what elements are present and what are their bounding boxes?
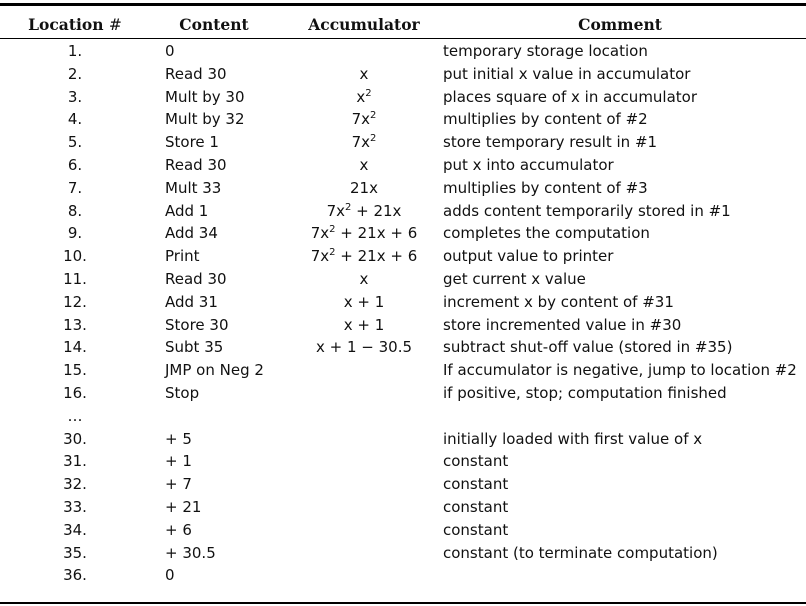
accumulator-base: 21x: [350, 178, 378, 197]
table-row: [0, 473, 806, 496]
location-cell: 35.: [63, 543, 87, 562]
content-cell: + 6: [165, 520, 192, 539]
accumulator-cell: [294, 154, 434, 177]
accumulator-base: x: [356, 87, 366, 106]
table-row: [0, 405, 806, 428]
accumulator-cell: [294, 108, 434, 131]
location-cell: 8.: [67, 201, 83, 220]
location-cell: 34.: [63, 520, 87, 539]
header-rule: [0, 38, 806, 39]
table-row: [0, 382, 806, 405]
accumulator-base: x: [359, 270, 369, 288]
table-row: [0, 542, 806, 565]
comment-cell: put initial x value in accumulator: [443, 64, 691, 83]
comment-cell: get current x value: [443, 270, 586, 288]
content-cell: Stop: [165, 384, 200, 402]
accumulator-cell: [294, 86, 434, 109]
location-cell: 15.: [63, 361, 87, 380]
table-row: [0, 63, 806, 86]
location-cell: 6.: [67, 156, 83, 174]
content-cell: Read 30: [165, 270, 227, 288]
comment-cell: adds content temporarily stored in #1: [443, 201, 731, 220]
content-cell: 0: [165, 42, 175, 60]
table-row: [0, 336, 806, 359]
comment-cell: constant: [443, 475, 509, 494]
location-cell: 4.: [67, 110, 83, 129]
accumulator-base: x: [359, 64, 369, 83]
comment-cell: If accumulator is negative, jump to location #2: [443, 361, 797, 380]
content-cell: + 21: [165, 498, 202, 516]
accumulator-base: 7x: [351, 133, 371, 152]
comment-cell: places square of x in accumulator: [443, 87, 698, 106]
accumulator-base: 7x: [326, 201, 345, 220]
location-cell: 16.: [63, 384, 87, 402]
content-cell: Subt 35: [165, 338, 224, 357]
accumulator-base: x + 1: [343, 315, 385, 334]
table-row: [0, 222, 806, 245]
table-row: [0, 359, 806, 382]
content-cell: Store 1: [165, 133, 219, 152]
accumulator-cell: [294, 314, 434, 337]
accumulator-base: 7x: [351, 110, 371, 129]
content-cell: + 7: [165, 475, 192, 494]
content-cell: Store 30: [165, 315, 229, 334]
table-row: [0, 108, 806, 131]
accumulator-base: x: [359, 156, 369, 174]
content-cell: Add 1: [165, 201, 209, 220]
table-row: [0, 177, 806, 200]
location-cell: 36.: [63, 566, 87, 585]
location-cell: 7.: [67, 178, 83, 197]
table-bottom-rule: [0, 602, 806, 604]
location-cell: 9.: [67, 224, 83, 243]
table-row: [0, 450, 806, 473]
comment-cell: constant: [443, 498, 509, 516]
location-cell: 11.: [63, 270, 87, 288]
location-cell: …: [67, 406, 83, 425]
accumulator-exponent: 2: [370, 110, 377, 122]
content-cell: Print: [165, 247, 200, 266]
table-row: [0, 40, 806, 63]
accumulator-cell: [294, 63, 434, 86]
accumulator-cell: [294, 336, 434, 359]
table-row: [0, 86, 806, 109]
content-cell: + 30.5: [165, 543, 216, 562]
comment-cell: increment x by content of #31: [443, 292, 674, 311]
location-cell: 10.: [63, 247, 87, 266]
table-row: [0, 200, 806, 223]
comment-cell: store incremented value in #30: [443, 315, 682, 334]
location-cell: 14.: [63, 338, 87, 357]
location-cell: 32.: [63, 475, 87, 494]
comment-cell: constant: [443, 452, 509, 471]
table-row: [0, 314, 806, 337]
accumulator-cell: [294, 222, 434, 245]
content-cell: Read 30: [165, 156, 227, 174]
location-cell: 3.: [67, 87, 83, 106]
comment-cell: put x into accumulator: [443, 156, 614, 174]
table-row: [0, 131, 806, 154]
accumulator-exponent: 2: [370, 133, 377, 145]
table-row: [0, 564, 806, 587]
accumulator-rest: + 21x + 6: [335, 247, 418, 266]
accumulator-base: x + 1: [343, 292, 385, 311]
accumulator-cell: [294, 245, 434, 268]
comment-cell: completes the computation: [443, 224, 650, 243]
accumulator-base: 7x: [310, 247, 330, 266]
comment-cell: constant (to terminate computation): [443, 543, 718, 562]
table-row: [0, 428, 806, 451]
comment-cell: subtract shut-off value (stored in #35): [443, 338, 733, 357]
table-row: [0, 268, 806, 291]
comment-cell: output value to printer: [443, 247, 614, 266]
header-comment: Comment: [578, 15, 662, 34]
accumulator-cell: [294, 177, 434, 200]
accumulator-base: x + 1 − 30.5: [315, 338, 413, 357]
header-accumulator: Accumulator: [308, 15, 420, 34]
accumulator-rest: + 21x: [351, 201, 402, 220]
location-cell: 33.: [63, 498, 87, 516]
accumulator-exponent: 2: [329, 224, 336, 236]
table-row: [0, 519, 806, 542]
comment-cell: multiplies by content of #2: [443, 110, 648, 129]
content-cell: 0: [165, 566, 175, 585]
accumulator-cell: [294, 268, 434, 291]
accumulator-cell: [294, 200, 434, 223]
accumulator-cell: [294, 131, 434, 154]
content-cell: Add 31: [165, 292, 218, 311]
header-content: Content: [179, 15, 249, 34]
location-cell: 13.: [63, 315, 87, 334]
location-cell: 12.: [63, 292, 87, 311]
comment-cell: multiplies by content of #3: [443, 178, 648, 197]
content-cell: + 5: [165, 429, 192, 448]
table-row: [0, 496, 806, 519]
comment-cell: temporary storage location: [443, 42, 648, 60]
comment-cell: if positive, stop; computation finished: [443, 384, 727, 402]
location-cell: 31.: [63, 452, 87, 471]
content-cell: + 1: [165, 452, 192, 471]
location-cell: 30.: [63, 429, 87, 448]
comment-cell: constant: [443, 520, 509, 539]
content-cell: Mult by 30: [165, 87, 245, 106]
location-cell: 1.: [67, 42, 83, 60]
comment-cell: initially loaded with first value of x: [443, 429, 703, 448]
table-row: [0, 154, 806, 177]
header-location: Location #: [28, 15, 122, 34]
location-cell: 5.: [67, 133, 83, 152]
table-row: [0, 291, 806, 314]
table-row: [0, 245, 806, 268]
accumulator-cell: [294, 291, 434, 314]
content-cell: Read 30: [165, 64, 227, 83]
location-cell: 2.: [67, 64, 83, 83]
content-cell: Add 34: [165, 224, 218, 243]
content-cell: Mult 33: [165, 178, 222, 197]
comment-cell: store temporary result in #1: [443, 133, 658, 152]
content-cell: JMP on Neg 2: [165, 361, 264, 380]
accumulator-exponent: 2: [329, 247, 336, 259]
accumulator-rest: + 21x + 6: [335, 224, 418, 243]
accumulator-exponent: 2: [344, 201, 352, 213]
table-header: [0, 6, 806, 38]
content-cell: Mult by 32: [165, 110, 245, 129]
accumulator-exponent: 2: [365, 87, 372, 99]
accumulator-base: 7x: [310, 224, 330, 243]
